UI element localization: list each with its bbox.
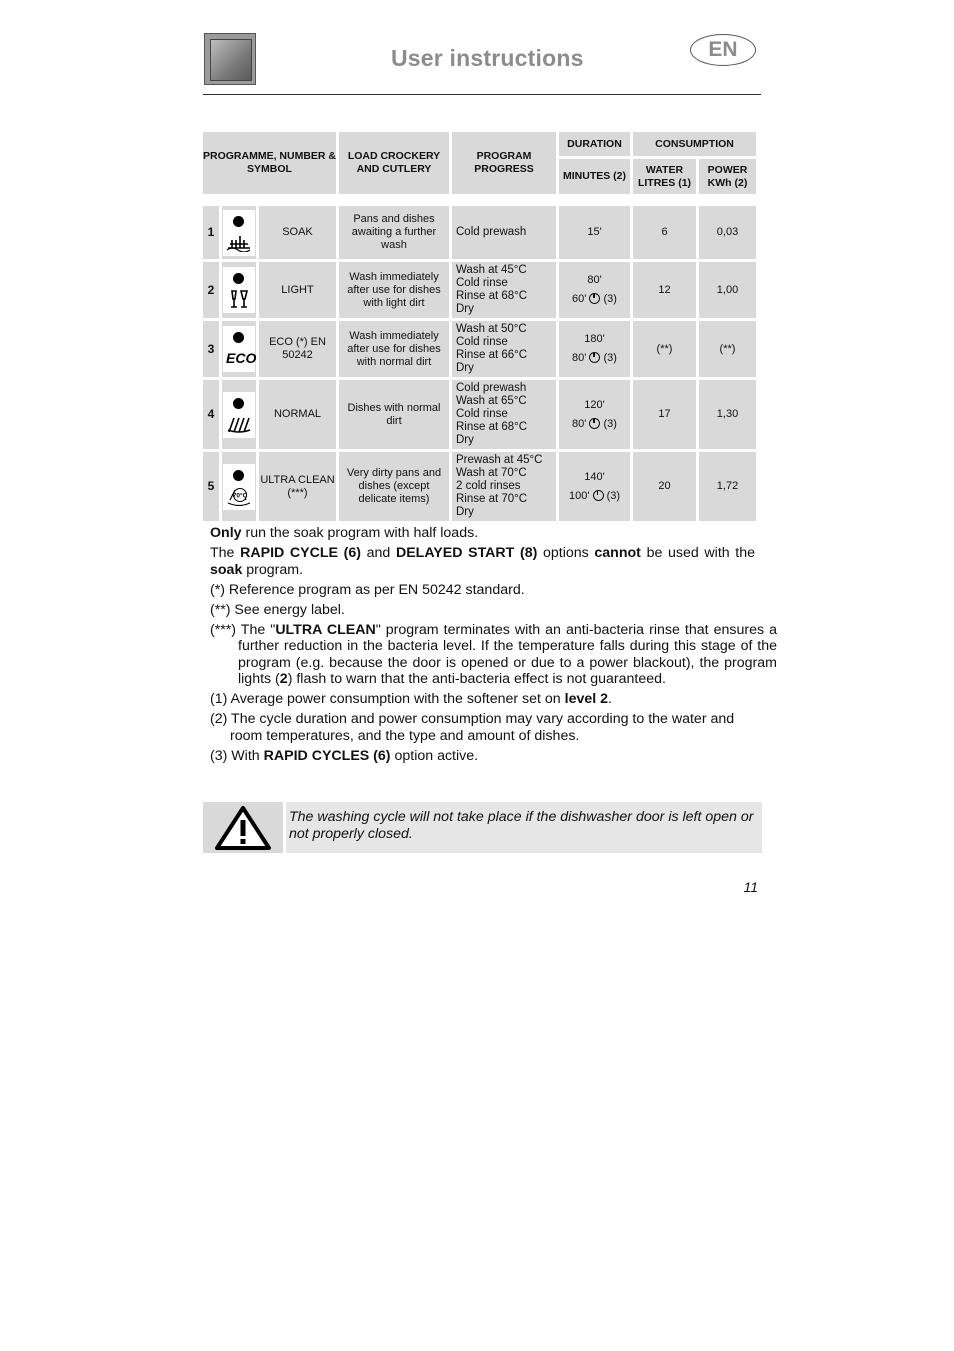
programme-progress: Prewash at 45°C Wash at 70°C 2 cold rinses Rinse at 70°C Dry: [452, 452, 556, 521]
eco-icon: ECO: [226, 350, 257, 366]
programme-load: Wash immediately after use for dishes with normal dirt: [339, 321, 449, 377]
programme-load: Very dirty pans and dishes (except delicate items): [339, 452, 449, 521]
page-number: 11: [743, 879, 758, 895]
timer-icon: [593, 490, 604, 501]
note-reference: (*) Reference program as per EN 50242 standard.: [210, 581, 525, 598]
water-litres: 20: [633, 452, 696, 521]
timer-icon: [589, 418, 600, 429]
programme-name: SOAK: [259, 206, 336, 259]
programme-name: LIGHT: [259, 262, 336, 318]
programme-number: 5: [203, 452, 219, 521]
programme-name: NORMAL: [259, 380, 336, 449]
table-row: [203, 206, 756, 259]
programme-progress: Wash at 45°C Cold rinse Rinse at 68°C Dry: [452, 262, 556, 318]
programme-progress: Cold prewash: [452, 206, 556, 259]
header-power: POWER KWh (2): [699, 159, 756, 194]
page-title: User instructions: [391, 45, 584, 71]
water-litres: (**): [633, 321, 696, 377]
ultra-clean-70-icon: [226, 486, 252, 506]
programme-progress: Wash at 50°C Cold rinse Rinse at 66°C Dry: [452, 321, 556, 377]
power-kwh: 0,03: [699, 206, 756, 259]
water-litres: 17: [633, 380, 696, 449]
header-duration: DURATION: [559, 132, 630, 156]
warning-triangle-icon: [203, 802, 283, 853]
water-litres: 12: [633, 262, 696, 318]
note-ultra-clean: (***) The "ULTRA CLEAN" program terminates with an anti-bacteria rinse that ensures a further reduction in the bacteria level. If the temperature falls during this stage of the program (e.g. because the door is opened or due to a power blackout), the program lights (2) flash to warn that the anti-bacteria effect is not guaranteed.: [210, 621, 777, 688]
note-soak: Only run the soak program with half loads.: [210, 525, 479, 541]
notes-section: [210, 525, 777, 768]
duration-minutes: 15': [559, 206, 630, 259]
glasses-icon: [226, 289, 252, 309]
programme-name: ULTRA CLEAN (***): [259, 452, 336, 521]
water-litres: 6: [633, 206, 696, 259]
note-cycle-duration: (2) The cycle duration and power consumption may vary according to the water and room temperatures, and the type and amount of dishes.: [210, 711, 735, 744]
programme-table: [200, 129, 759, 524]
header-minutes: MINUTES (2): [559, 159, 630, 194]
table-row: [203, 321, 756, 377]
duration-minutes: 120' 80' (3): [559, 380, 630, 449]
programme-load: Dishes with normal dirt: [339, 380, 449, 449]
header-load: LOAD CROCKERY AND CUTLERY: [339, 132, 449, 194]
header-water: WATER LITRES (1): [633, 159, 696, 194]
duration-minutes: 180' 80' (3): [559, 321, 630, 377]
programme-number: 4: [203, 380, 219, 449]
duration-minutes: 140' 100' (3): [559, 452, 630, 521]
warning-text: The washing cycle will not take place if the dishwasher door is left open or not properly closed.: [286, 802, 762, 853]
header-programme: PROGRAMME, NUMBER & SYMBOL: [203, 132, 336, 194]
page-header: [203, 32, 761, 95]
note-energy-label: (**) See energy label.: [210, 601, 345, 618]
table-row: [203, 452, 756, 521]
programme-progress: Cold prewash Wash at 65°C Cold rinse Rinse at 68°C Dry: [452, 380, 556, 449]
note-rapid-cycles: (3) With RAPID CYCLES (6) option active.: [210, 747, 479, 764]
warning-box: [203, 802, 762, 853]
power-kwh: 1,30: [699, 380, 756, 449]
normal-dishes-icon: [226, 414, 252, 434]
duration-minutes: 80' 60' (3): [559, 262, 630, 318]
programme-load: Wash immediately after use for dishes with light dirt: [339, 262, 449, 318]
language-badge: EN: [690, 34, 756, 66]
programme-load: Pans and dishes awaiting a further wash: [339, 206, 449, 259]
programme-number: 1: [203, 206, 219, 259]
programme-symbol: [222, 206, 256, 259]
svg-text:70°C: 70°C: [232, 492, 248, 499]
note-power-consumption: (1) Average power consumption with the softener set on level 2.: [210, 691, 612, 708]
programme-symbol: [222, 321, 256, 377]
soak-icon: [226, 232, 252, 252]
programme-number: 3: [203, 321, 219, 377]
timer-icon: [589, 293, 600, 304]
table-row: [203, 262, 756, 318]
header-progress: PROGRAM PROGRESS: [452, 132, 556, 194]
header-consumption: CONSUMPTION: [633, 132, 756, 156]
table-row: [203, 380, 756, 449]
power-kwh: 1,00: [699, 262, 756, 318]
programme-symbol: [222, 262, 256, 318]
programme-number: 2: [203, 262, 219, 318]
note-rapid-cycle: The RAPID CYCLE (6) and DELAYED START (8) options cannot be used with the soak program.: [210, 544, 756, 578]
programme-name: ECO (*) EN 50242: [259, 321, 336, 377]
dishwasher-logo-icon: [204, 33, 256, 85]
programme-symbol: [222, 380, 256, 449]
power-kwh: 1,72: [699, 452, 756, 521]
power-kwh: (**): [699, 321, 756, 377]
programme-symbol: [222, 452, 256, 521]
timer-icon: [589, 352, 600, 363]
